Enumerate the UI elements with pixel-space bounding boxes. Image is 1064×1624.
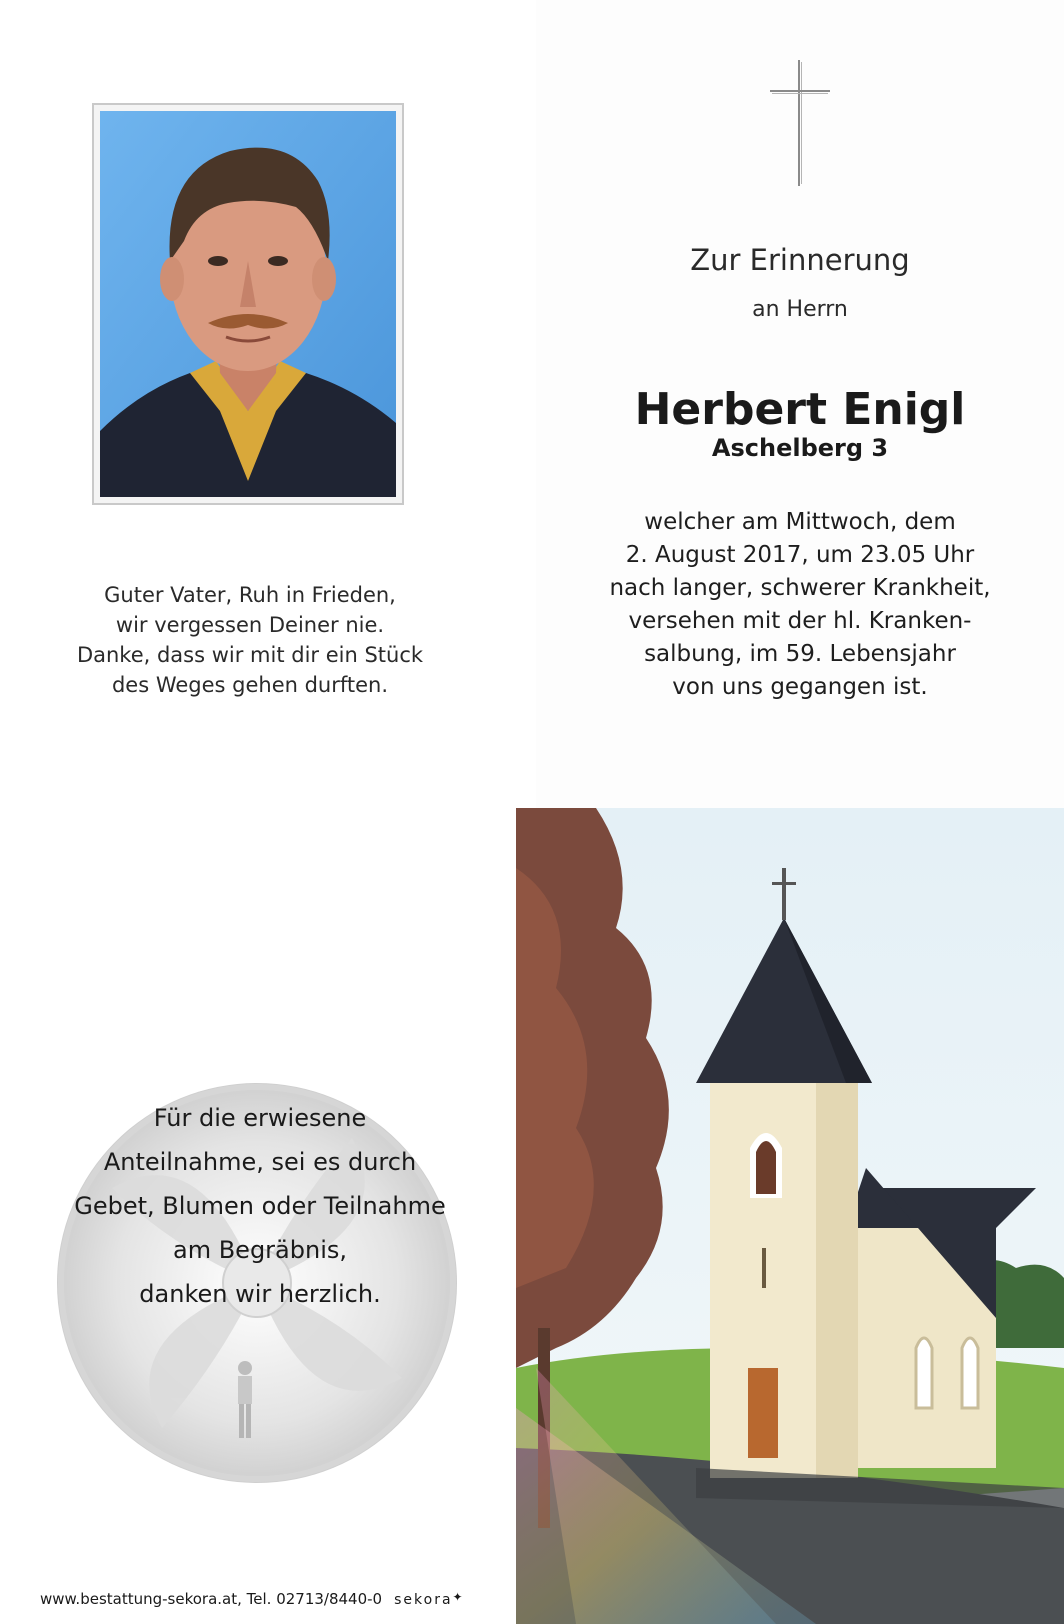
thanks-panel — [0, 808, 516, 1624]
chapel-photo — [516, 808, 1064, 1624]
thanks-line: Für die erwiesene — [153, 1104, 367, 1132]
heading-remembrance: Zur Erinnerung — [690, 243, 910, 277]
notice-line: versehen mit der hl. Kranken- — [628, 608, 972, 634]
verse-line: des Weges gehen durften. — [111, 673, 389, 697]
notice-line: welcher am Mittwoch, dem — [644, 509, 956, 535]
portrait-panel — [0, 0, 536, 808]
portrait-photo — [92, 103, 404, 505]
chapel-image — [516, 808, 1064, 1624]
thanks-line: Anteilnahme, sei es durch — [103, 1148, 417, 1176]
heading-salutation: an Herrn — [752, 297, 848, 322]
notice-line: nach langer, schwerer Krankheit, — [609, 575, 991, 601]
notice-line: salbung, im 59. Lebensjahr — [644, 641, 956, 667]
thanks-line: Gebet, Blumen oder Teilnahme — [74, 1192, 446, 1220]
thanks-message — [30, 1096, 490, 1316]
deceased-name: Herbert Enigl — [634, 384, 966, 435]
deceased-address: Aschelberg 3 — [711, 434, 889, 462]
remembrance-panel — [536, 0, 1064, 808]
verse-line: wir vergessen Deiner nie. — [115, 613, 385, 637]
thanks-line: danken wir herzlich. — [139, 1280, 381, 1308]
notice-line: 2. August 2017, um 23.05 Uhr — [625, 542, 975, 568]
notice-line: von uns gegangen ist. — [672, 674, 928, 700]
memorial-verse — [40, 580, 460, 700]
footer-contact: www.bestattung-sekora.at, Tel. 02713/8440-0 — [40, 1590, 383, 1608]
verse-line: Danke, dass wir mit dir ein Stück — [76, 643, 424, 667]
portrait-image — [100, 111, 396, 497]
cross-icon — [768, 60, 832, 190]
thanks-line: am Begräbnis, — [173, 1236, 347, 1264]
death-notice — [536, 506, 1064, 704]
bird-icon: ✦ — [452, 1590, 463, 1604]
verse-line: Guter Vater, Ruh in Frieden, — [104, 583, 396, 607]
brand-logo: sekora — [394, 1592, 453, 1608]
footer-imprint — [40, 1590, 463, 1608]
